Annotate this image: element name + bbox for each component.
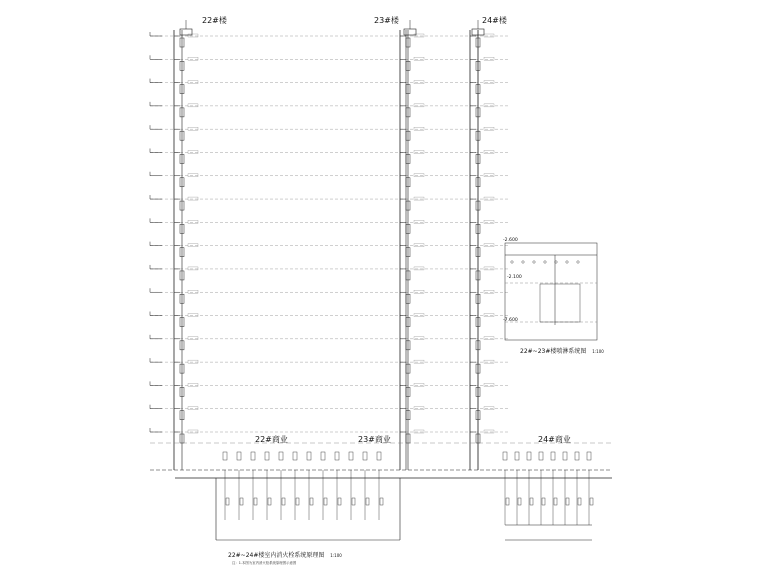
fire-hydrant-cabinet-icon [338, 498, 341, 505]
pipe-tag [414, 314, 424, 317]
fire-hydrant-cabinet-icon [366, 498, 369, 505]
sprinkler-head-icon [511, 261, 513, 263]
pipe-tag [188, 150, 198, 153]
sprinkler-head-icon [577, 261, 579, 263]
fire-hydrant-cabinet-icon [551, 452, 555, 460]
fire-hydrant-cabinet-icon [518, 498, 521, 505]
pipe-tag [414, 127, 424, 130]
pipe-tag [414, 407, 424, 410]
building-24-label: 24#楼 [482, 16, 507, 25]
inset-title [520, 349, 604, 355]
pipe-tag [188, 197, 198, 200]
fire-hydrant-cabinet-icon [237, 452, 241, 460]
pipe-tag [484, 337, 494, 340]
pipe-tag [414, 174, 424, 177]
building-22-label: 22#楼 [202, 16, 227, 25]
pipe-tag [188, 244, 198, 247]
main-title-text: 22#~24#楼室内消火栓系统原理图 [228, 552, 325, 559]
commercial-22-label: 22#商业 [255, 435, 288, 444]
inset-level-3: -7.600 [503, 318, 518, 323]
main-title [228, 553, 342, 559]
pipe-tag [484, 81, 494, 84]
fire-hydrant-cabinet-icon [542, 498, 545, 505]
fire-hydrant-cabinet-icon [363, 452, 367, 460]
pipe-tag [484, 57, 494, 60]
pipe-tag [414, 337, 424, 340]
pipe-tag [484, 127, 494, 130]
pipe-tag [188, 267, 198, 270]
sprinkler-head-icon [566, 261, 568, 263]
pipe-tag [484, 360, 494, 363]
building-23-label: 23#楼 [374, 16, 399, 25]
pipe-tag [484, 104, 494, 107]
fire-hydrant-cabinet-icon [506, 498, 509, 505]
pipe-tag [484, 220, 494, 223]
fire-hydrant-cabinet-icon [530, 498, 533, 505]
pipe-tag [188, 430, 198, 433]
pipe-tag [414, 430, 424, 433]
pipe-tag [484, 314, 494, 317]
pipe-tag [188, 57, 198, 60]
fire-hydrant-cabinet-icon [377, 452, 381, 460]
pipe-tag [484, 290, 494, 293]
fire-hydrant-cabinet-icon [310, 498, 313, 505]
pipe-tag [414, 220, 424, 223]
pipe-tag [188, 34, 198, 37]
fire-hydrant-cabinet-icon [349, 452, 353, 460]
inset-level-2: -2.100 [507, 275, 522, 280]
pipe-tag [188, 360, 198, 363]
fire-hydrant-cabinet-icon [226, 498, 229, 505]
pipe-tag [188, 220, 198, 223]
fire-hydrant-cabinet-icon [254, 498, 257, 505]
commercial-23-label: 23#商业 [358, 435, 391, 444]
pipe-tag [484, 150, 494, 153]
fire-hydrant-cabinet-icon [515, 452, 519, 460]
pipe-tag [414, 197, 424, 200]
pipe-tag [484, 34, 494, 37]
pipe-tag [414, 81, 424, 84]
fire-hydrant-cabinet-icon [503, 452, 507, 460]
fire-hydrant-cabinet-icon [566, 498, 569, 505]
pipe-tag [484, 430, 494, 433]
fire-hydrant-cabinet-icon [578, 498, 581, 505]
pipe-tag [414, 360, 424, 363]
fire-hydrant-cabinet-icon [335, 452, 339, 460]
fire-hydrant-cabinet-icon [265, 452, 269, 460]
fire-hydrant-cabinet-icon [240, 498, 243, 505]
inset-frame [505, 243, 597, 340]
pipe-tag [188, 337, 198, 340]
inset-room [540, 284, 580, 322]
fire-hydrant-cabinet-icon [539, 452, 543, 460]
pipe-tag [414, 150, 424, 153]
fire-hydrant-cabinet-icon [352, 498, 355, 505]
fire-hydrant-cabinet-icon [223, 452, 227, 460]
sprinkler-head-icon [522, 261, 524, 263]
fire-hydrant-cabinet-icon [380, 498, 383, 505]
fire-hydrant-cabinet-icon [279, 452, 283, 460]
fire-hydrant-cabinet-icon [282, 498, 285, 505]
fire-hydrant-cabinet-icon [296, 498, 299, 505]
pipe-tag [414, 34, 424, 37]
fire-hydrant-cabinet-icon [251, 452, 255, 460]
inset-level-1: -2.600 [503, 238, 518, 243]
fire-hydrant-cabinet-icon [293, 452, 297, 460]
pipe-tag [414, 290, 424, 293]
pipe-tag [414, 244, 424, 247]
main-scale: 1:100 [330, 553, 342, 558]
inset-scale: 1:100 [592, 349, 604, 354]
pipe-tag [188, 174, 198, 177]
pipe-tag [484, 383, 494, 386]
pipe-tag [188, 127, 198, 130]
pipe-tag [414, 267, 424, 270]
sprinkler-head-icon [533, 261, 535, 263]
fire-hydrant-cabinet-icon [268, 498, 271, 505]
pipe-tag [484, 174, 494, 177]
inset-title-text: 22#~23#楼喷淋系统图 [520, 348, 587, 355]
fire-hydrant-cabinet-icon [554, 498, 557, 505]
pipe-tag [414, 383, 424, 386]
main-note: 注：1.本图为室内消火栓系统原理图示意图 [232, 561, 297, 565]
fire-hydrant-cabinet-icon [590, 498, 593, 505]
pipe-tag [414, 104, 424, 107]
fire-hydrant-cabinet-icon [563, 452, 567, 460]
pipe-tag [484, 244, 494, 247]
pipe-tag [188, 407, 198, 410]
fire-hydrant-cabinet-icon [321, 452, 325, 460]
fire-hydrant-cabinet-icon [307, 452, 311, 460]
fire-hydrant-cabinet-icon [324, 498, 327, 505]
pipe-tag [484, 197, 494, 200]
fire-hydrant-cabinet-icon [527, 452, 531, 460]
pipe-tag [414, 57, 424, 60]
pipe-tag [188, 81, 198, 84]
fire-hydrant-cabinet-icon [587, 452, 591, 460]
pipe-tag [188, 314, 198, 317]
fire-hydrant-cabinet-icon [575, 452, 579, 460]
sprinkler-head-icon [544, 261, 546, 263]
commercial-24-label: 24#商业 [538, 435, 571, 444]
pipe-tag [484, 407, 494, 410]
pipe-tag [188, 104, 198, 107]
pipe-tag [484, 267, 494, 270]
pipe-tag [188, 290, 198, 293]
pipe-tag [188, 383, 198, 386]
